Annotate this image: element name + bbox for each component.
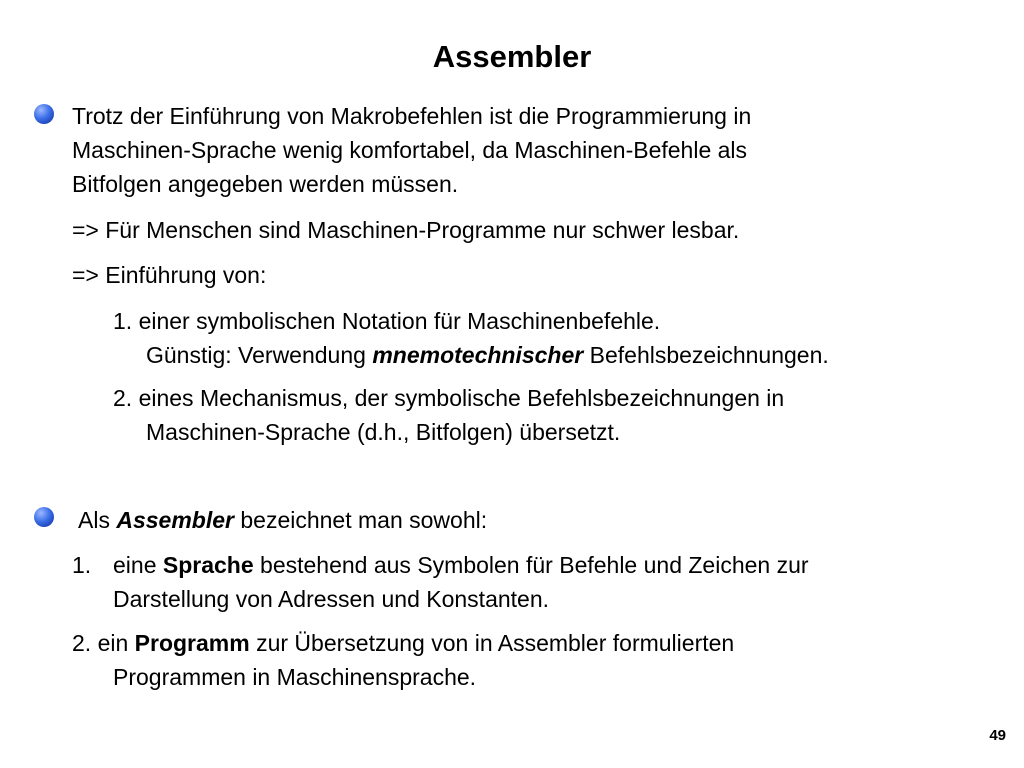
program-item-suffix: zur Übersetzung von in Assembler formulierten: [249, 630, 735, 656]
assembler-emphasis: Assembler: [116, 507, 234, 533]
mechanism-item-line-1: 2. eines Mechanismus, der symbolische Befehlsbezeichnungen in: [113, 385, 785, 411]
programm-emphasis: Programm: [134, 630, 250, 656]
bullet-icon: [34, 507, 54, 527]
lead-suffix: bezeichnet man sowohl:: [233, 507, 488, 533]
introduction-heading: => Einführung von:: [72, 262, 267, 288]
intro-line-2: Maschinen-Sprache wenig komfortabel, da Maschinen-Befehle als: [72, 137, 748, 163]
lead-prefix: Als: [78, 507, 117, 533]
language-item-line-2: Darstellung von Adressen und Konstanten.: [113, 586, 550, 612]
program-item-prefix: 2. ein: [72, 630, 135, 656]
language-item-prefix: eine: [113, 552, 163, 578]
mnemotechnic-emphasis: mnemotechnischer: [372, 342, 584, 368]
intro-line-1: Trotz der Einführung von Makrobefehlen ist die Programmierung in: [72, 103, 752, 129]
assembler-definition-lead: [78, 503, 487, 537]
page-number: 49: [989, 727, 1006, 744]
notation-item-line-2: [146, 338, 829, 372]
language-item-suffix: bestehend aus Symbolen für Befehle und Zeichen zur: [253, 552, 809, 578]
intro-line-3: Bitfolgen angegeben werden müssen.: [72, 171, 459, 197]
conclusion-line: => Für Menschen sind Maschinen-Programme nur schwer lesbar.: [72, 217, 740, 243]
notation-item-prefix: Günstig: Verwendung: [146, 342, 373, 368]
bullet-icon: [34, 104, 54, 124]
mechanism-item-line-2: Maschinen-Sprache (d.h., Bitfolgen) übersetzt.: [146, 419, 621, 445]
program-item-line-2: Programmen in Maschinensprache.: [113, 664, 477, 690]
notation-item-line-1: 1. einer symbolischen Notation für Maschinenbefehle.: [113, 308, 661, 334]
notation-item-suffix: Befehlsbezeichnungen.: [583, 342, 829, 368]
slide-title: Assembler: [432, 39, 592, 74]
program-item-line-1: [72, 626, 734, 660]
sprache-emphasis: Sprache: [162, 552, 254, 578]
language-item-line-1: [113, 548, 809, 582]
language-item-number: 1.: [72, 552, 92, 578]
